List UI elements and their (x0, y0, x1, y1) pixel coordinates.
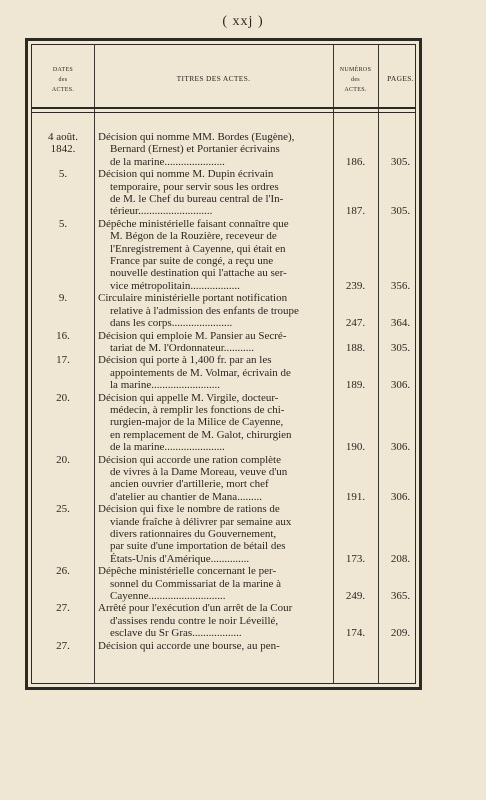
row-act-number: 189. (345, 379, 366, 392)
table-row (32, 131, 423, 168)
table-row (32, 503, 423, 565)
row-act-number: 186. (345, 155, 366, 168)
row-title: Dépêche ministérielle concernant le per- sonnel du Commissariat de la marine à Cayenne............................ (98, 565, 282, 603)
row-date: 17. (56, 354, 70, 367)
row-title: Décision qui fixe le nombre de rations de viande fraîche à délivrer par semaine aux divers rationnaires du Gouvernement, par suite d'une importation de bétail des États-Unis d'Amérique.............. (98, 503, 292, 565)
row-page-number: 209. (390, 627, 411, 640)
row-act-number: 190. (345, 441, 366, 454)
table-row (32, 392, 423, 454)
row-page-number: 306. (390, 379, 411, 392)
table-inner (31, 44, 416, 684)
row-title: Arrêté pour l'exécution d'un arrêt de la Cour d'assises rendu contre le noir Léveillé, esclave du Sr Gras.................. (98, 602, 293, 640)
row-act-number: 173. (345, 552, 366, 565)
row-page-number: 364. (390, 317, 411, 330)
header-rule (32, 107, 415, 109)
row-page-number: 306. (390, 490, 411, 503)
row-date: 20. (56, 391, 70, 404)
header-numeros: NUMÉROS des ACTES. (339, 67, 372, 93)
header-pages: PAGES. (387, 74, 414, 83)
row-page-number: 305. (390, 341, 411, 354)
table-row (32, 168, 423, 218)
table-row (32, 218, 423, 292)
row-title: Décision qui accorde une bourse, au pen- (98, 639, 280, 652)
row-act-number: 191. (345, 490, 366, 503)
row-page-number: 365. (390, 590, 411, 603)
row-date: 27. (56, 639, 70, 652)
table-row (32, 640, 423, 652)
row-title: Dépêche ministérielle faisant connaître que M. Bégon de la Rouzière, receveur de l'Enregistrement à Cayenne, qui était en France par suite de congé, a reçu une nouvelle destination qui l'attache au ser- vice métropolitain.................. (98, 217, 289, 292)
page-number: ( xxj ) (222, 14, 264, 29)
row-date: 16. (56, 329, 70, 342)
row-page-number: 208. (390, 552, 411, 565)
row-title: Décision qui nomme MM. Bordes (Eugène), Bernard (Ernest) et Portanier écrivains de la marine...................... (98, 131, 295, 168)
row-title: Décision qui appelle M. Virgile, docteur- médecin, à remplir les fonctions de chi- rurgien-major de la Milice de Cayenne, en remplacement de M. Galot, chirurgien de la marine...................... (98, 391, 292, 454)
row-date: 4 août. 1842. (48, 131, 78, 156)
table-body (32, 131, 423, 652)
table-row (32, 565, 423, 602)
row-date: 25. (56, 503, 70, 516)
row-title: Décision qui nomme M. Dupin écrivain temporaire, pour servir sous les ordres de M. le Chef du bureau central de l'In- térieur........................... (98, 168, 284, 218)
row-date: 27. (56, 602, 70, 615)
table-row (32, 292, 423, 329)
row-title: Décision qui porte à 1,400 fr. par an les appointements de M. Volmar, écrivain de la marine......................... (98, 354, 291, 392)
table-row (32, 330, 423, 355)
table-row (32, 454, 423, 504)
row-title: Décision qui accorde une ration complète de vivres à la Dame Moreau, veuve d'un ancien ouvrier d'artillerie, mort chef d'atelier au chantier de Mana......... (98, 453, 288, 503)
row-page-number: 306. (390, 441, 411, 454)
row-act-number: 188. (345, 341, 366, 354)
table-row (32, 354, 423, 391)
row-date: 5. (58, 217, 68, 230)
header-dates: DATES des ACTES. (51, 67, 75, 93)
row-act-number: 187. (345, 205, 366, 218)
row-act-number: 247. (345, 317, 366, 330)
row-title: Circulaire ministérielle portant notification relative à l'admission des enfants de troupe dans les corps...................... (98, 292, 299, 330)
row-title: Décision qui emploie M. Pansier au Secré- tariat de M. l'Ordonnateur........... (98, 329, 287, 354)
header-titres: TITRES DES ACTES. (176, 74, 251, 83)
row-act-number: 174. (345, 627, 366, 640)
table-row (32, 602, 423, 639)
row-date: 5. (58, 168, 68, 181)
row-page-number: 305. (390, 155, 411, 168)
row-page-number: 305. (390, 205, 411, 218)
row-page-number: 356. (390, 279, 411, 292)
row-act-number: 239. (345, 279, 366, 292)
row-date: 26. (56, 565, 70, 578)
row-act-number: 249. (345, 590, 366, 603)
row-date: 9. (58, 292, 68, 305)
header-rule (32, 112, 415, 113)
row-date: 20. (56, 453, 70, 466)
table-frame (25, 38, 422, 690)
